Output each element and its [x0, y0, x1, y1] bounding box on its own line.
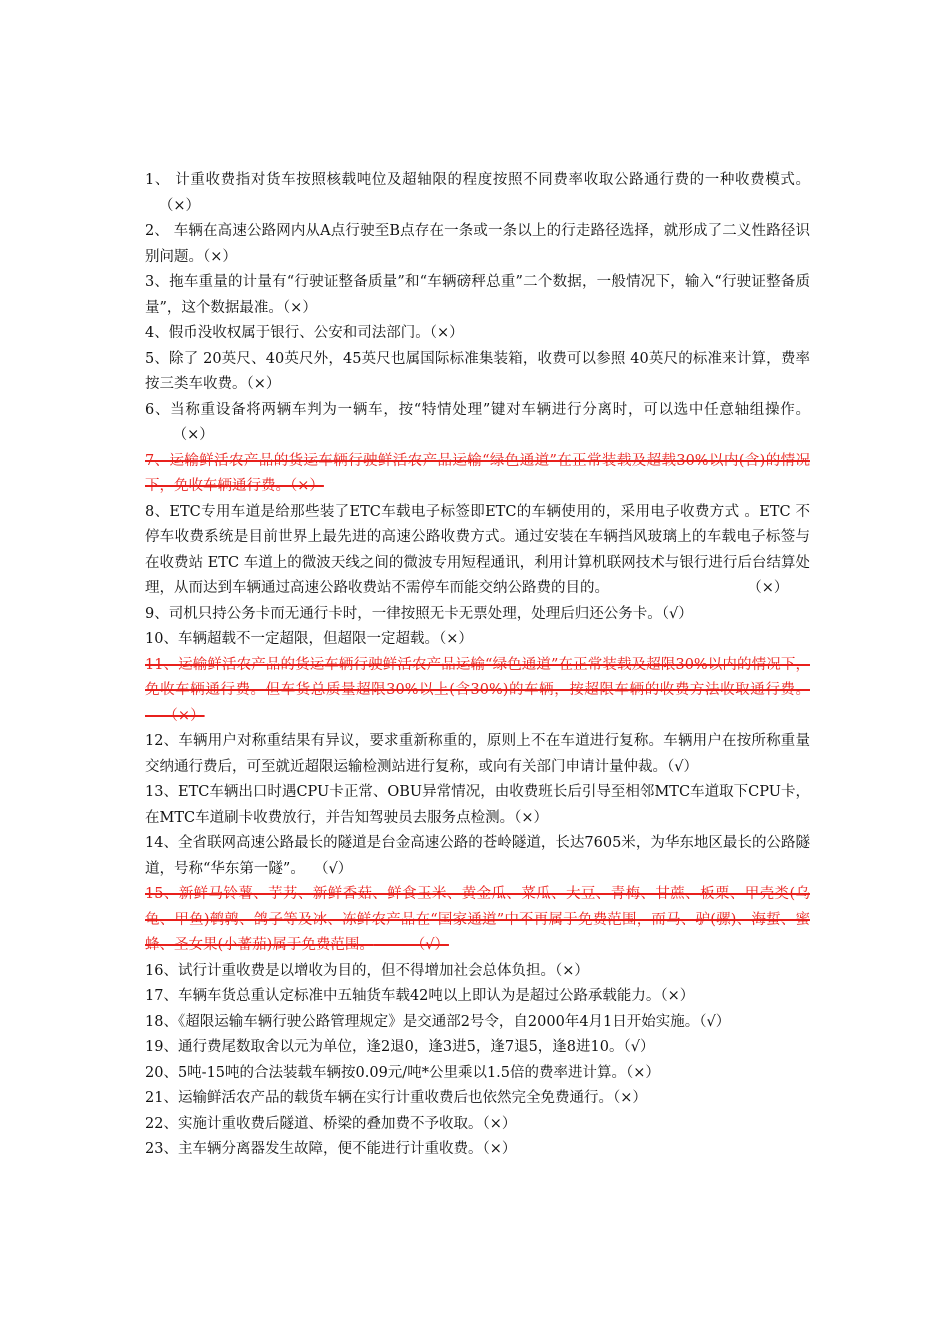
question-text: 18、《超限运输车辆行驶公路管理规定》是交通部2号令，自2000年4月1日开始实施。	[145, 1013, 700, 1030]
question-text: 2、 车辆在高速公路网内从A点行驶至B点存在一条或一条以上的行走路径选择，就形成了二义性路径识别问题。	[145, 223, 810, 265]
answer-mark: （×）	[438, 631, 473, 647]
answer-mark: （×）	[203, 248, 237, 265]
question-item	[145, 219, 810, 270]
question-text: 11、运输鲜活农产品的货运车辆行驶鲜活农产品运输“绿色通道”在正常装载及超限30%以内的情况下，免收车辆通行费。但车货总质量超限30%以上(含30%)的车辆，按超限车辆的收费方法收取通行费。	[145, 656, 810, 698]
question-text: 7、运输鲜活农产品的货运车辆行驶鲜活农产品运输“绿色通道”在正常装载及超载30%以内(含)的情况下，免收车辆通行费。	[145, 452, 810, 494]
answer-mark: （×）	[145, 707, 205, 724]
question-item	[145, 321, 810, 347]
question-item	[145, 831, 810, 882]
answer-mark: （×）	[612, 1090, 647, 1106]
question-text: 22、实施计重收费后隧道、桥梁的叠加费不予收取。	[145, 1115, 483, 1132]
question-item	[145, 398, 810, 449]
question-item	[145, 500, 810, 602]
question-item	[145, 270, 810, 321]
question-item	[145, 1112, 810, 1138]
question-item	[145, 168, 810, 219]
question-text: 5、除了 20英尺、40英尺外，45英尺也属国际标准集装箱，收费可以参照 40英尺的标准来计算，费率按三类车收费。	[145, 350, 810, 392]
question-item	[145, 959, 810, 985]
answer-mark: （√）	[623, 1039, 655, 1055]
question-text: 21、运输鲜活农产品的载货车辆在实行计重收费后也依然完全免费通行。	[145, 1090, 613, 1106]
answer-mark: （×）	[626, 1064, 660, 1081]
question-text: 6、当称重设备将两辆车判为一辆车，按“特情处理”键对车辆进行分离时，可以选中任意轴组操作。	[145, 401, 810, 418]
answer-mark: （√）	[699, 1013, 731, 1030]
question-text: 17、车辆车货总重认定标准中五轴货车载42吨以上即认为是超过公路承载能力。	[145, 988, 661, 1004]
question-text: 19、通行费尾数取舍以元为单位，逢2退0，逢3进5，逢7退5，逢8进10。	[145, 1039, 624, 1055]
question-text: 20、5吨-15吨的合法装载车辆按0.09元/吨*公里乘以1.5倍的费率进计算。	[145, 1064, 627, 1081]
question-item	[145, 602, 810, 628]
question-item	[145, 653, 810, 730]
question-item	[145, 1035, 810, 1061]
question-text: 3、拖车重量的计量有“行驶证整备质量”和“车辆磅秤总重”二个数据，一般情况下，输入“行驶证整备质量”，这个数据最准。	[145, 274, 810, 316]
question-text: 9、司机只持公务卡而无通行卡时，一律按照无卡无票处理，处理后归还公务卡。	[145, 605, 662, 622]
answer-mark: （×）	[145, 197, 200, 214]
question-item	[145, 1061, 810, 1087]
question-text: 12、车辆用户对称重结果有异议，要求重新称重的，原则上不在车道进行复称。车辆用户在按所称重量交纳通行费后，可至就近超限运输检测站进行复称，或向有关部门申请计量仲裁。	[145, 733, 810, 775]
question-item	[145, 984, 810, 1010]
question-item	[145, 1010, 810, 1036]
answer-mark: （√）	[373, 937, 449, 953]
question-text: 1、 计重收费指对货车按照核载吨位及超轴限的程度按照不同费率收取公路通行费的一种收费模式。	[145, 172, 810, 188]
question-text: 13、ETC车辆出口时遇CPU卡正常、OBU异常情况，由收费班长后引导至相邻MTC车道取下CPU卡，在MTC车道刷卡收费放行，并告知驾驶员去服务点检测。	[145, 784, 810, 826]
question-item	[145, 627, 810, 653]
answer-mark: （×）	[482, 1115, 517, 1132]
answer-mark: （×）	[660, 988, 695, 1004]
question-text: 8、ETC专用车道是给那些装了ETC车载电子标签即ETC的车辆使用的，采用电子收费方式 。ETC 不停车收费系统是目前世界上最先进的高速公路收费方式。通过安装在车辆挡风玻璃上的车载电子标签与在收费站 ETC 车道上的微波天线之间的微波专用短程通讯，利用计算机联网技术与银行进行后台结算处理，从而达到车辆通过高速公路收费站不需停车而能交纳公路费的目的。	[145, 503, 810, 596]
answer-mark: （×）	[554, 962, 589, 979]
question-text: 14、全省联网高速公路最长的隧道是台金高速公路的苍岭隧道，长达7605米，为华东地区最长的公路隧道，号称“华东第一隧”。	[145, 835, 810, 877]
answer-mark: （×）	[429, 325, 464, 341]
answer-mark: （√）	[661, 605, 693, 622]
answer-mark: （×）	[514, 809, 549, 826]
answer-mark: （×）	[246, 376, 281, 392]
question-item	[145, 347, 810, 398]
question-item	[145, 449, 810, 500]
answer-mark: （√）	[667, 758, 698, 775]
answer-mark: （×）	[145, 427, 214, 443]
answer-mark: （×）	[282, 299, 317, 316]
question-text: 4、假币没收权属于银行、公安和司法部门。	[145, 325, 430, 341]
question-text: 15、新鲜马铃薯、芋艿、新鲜香菇、鲜食玉米、黄金瓜、菜瓜、大豆、青梅、甘蔗、板栗、甲壳类(乌龟、甲鱼)鹌鹑、鸽子等及冰、冻鲜农产品在“国家通道”中不再属于免费范围，而马、驴(骡)、海蜇、蜜蜂、圣女果(小蕃茄)属于免费范围。	[145, 886, 810, 953]
answer-mark: （×）	[290, 478, 324, 494]
answer-mark: （×）	[609, 580, 789, 596]
question-item	[145, 729, 810, 780]
question-text: 10、车辆超载不一定超限，但超限一定超载。	[145, 631, 439, 647]
answer-mark: （√）	[304, 860, 353, 877]
question-item	[145, 1137, 810, 1163]
question-text: 16、试行计重收费是以增收为目的，但不得增加社会总体负担。	[145, 962, 555, 979]
document-body	[145, 168, 810, 1163]
question-item	[145, 780, 810, 831]
question-item	[145, 882, 810, 959]
question-text: 23、主车辆分离器发生故障，便不能进行计重收费。	[145, 1141, 483, 1157]
question-item	[145, 1086, 810, 1112]
answer-mark: （×）	[482, 1141, 517, 1157]
